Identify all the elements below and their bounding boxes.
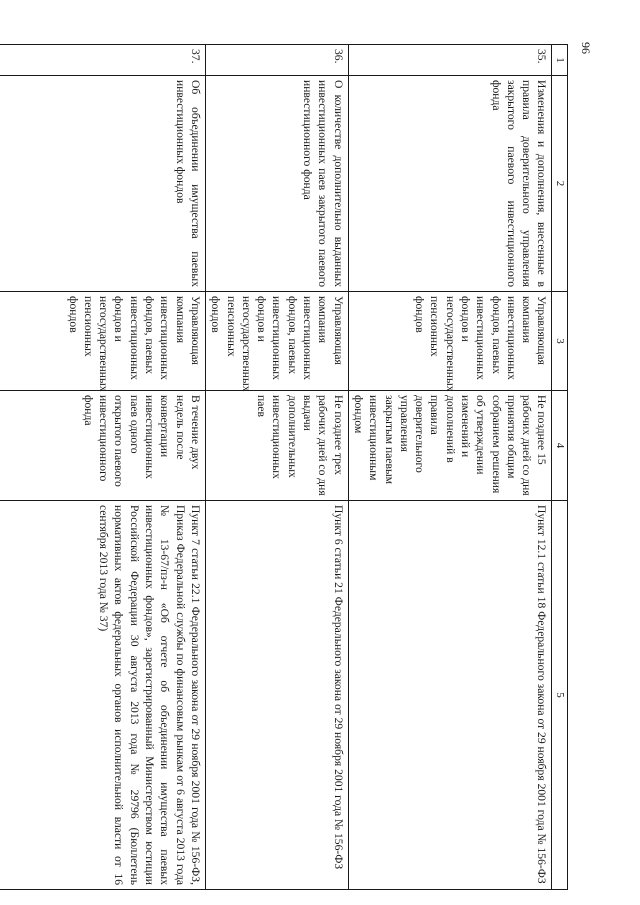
- discloser-cell: Управляющая компания инвестиционных фондов, паевых инвестиционных фондов и негосударственных пенсионных фондов: [205, 292, 348, 391]
- basis-cell: Пункт 6 статьи 21 Федерального закона от 29 ноября 2001 года № 156-ФЗ: [205, 501, 348, 890]
- header-col-3: 3: [552, 292, 568, 391]
- page-number: 96: [579, 42, 593, 54]
- table-row: [0, 45, 205, 890]
- row-number: 37.: [0, 45, 205, 76]
- header-col-5: 5: [552, 501, 568, 890]
- header-col-2: 2: [552, 76, 568, 292]
- row-number: 36.: [205, 45, 348, 76]
- info-cell: Об объединении имущества паевых инвестиционных фондов: [0, 76, 205, 292]
- term-cell: Не позднее 15 рабочих дней со дня принятия общим собранием решения об утверждении изменений и дополнений в правила доверительного управления закрытым паевым инвестиционным фондом: [348, 391, 552, 501]
- term-cell: В течение двух недель после конвертации инвестиционных паев одного открытого паевого инвестиционного фонда: [0, 391, 205, 501]
- header-col-4: 4: [552, 391, 568, 501]
- discloser-cell: Управляющая компания инвестиционных фондов, паевых инвестиционных фондов и негосударственных пенсионных фондов: [0, 292, 205, 391]
- row-number: 35.: [348, 45, 552, 76]
- info-cell: Изменения и дополнения, внесенные в правила доверительного управления закрытого паевого инвестиционного фонда: [348, 76, 552, 292]
- discloser-cell: Управляющая компания инвестиционных фондов, паевых инвестиционных фондов и негосударственных пенсионных фондов: [348, 292, 552, 391]
- header-col-1: 1: [552, 45, 568, 76]
- table-row: [348, 45, 552, 890]
- basis-cell: Пункт 12.1 статьи 18 Федерального закона от 29 ноября 2001 года № 156-ФЗ: [348, 501, 552, 890]
- rotated-table-container: [66, 44, 568, 885]
- info-cell: О количестве дополнительно выданных инвестиционных паев закрытого паевого инвестиционного фонда: [205, 76, 348, 292]
- table-row: [205, 45, 348, 890]
- header-row: [552, 45, 568, 890]
- disclosure-table: [0, 44, 568, 890]
- term-cell: Не позднее трех рабочих дней со дня выдачи дополнительных инвестиционных паев: [205, 391, 348, 501]
- basis-cell: Пункт 7 статьи 22.1 Федерального закона от 29 ноября 2001 года № 156-ФЗ, Приказ Федеральной службы по финансовым рынкам от 6 августа 2013 года № 13-67/пз-н «Об отчете об объединении имущества паевых инвестиционных фондов», зарегистрированный Министерством юстиции Российской Федерации 30 августа 2013 года № 29796 (Бюллетень нормативных актов федеральных органов исполнительной власти от 16 сентября 2013 года № 37): [0, 501, 205, 890]
